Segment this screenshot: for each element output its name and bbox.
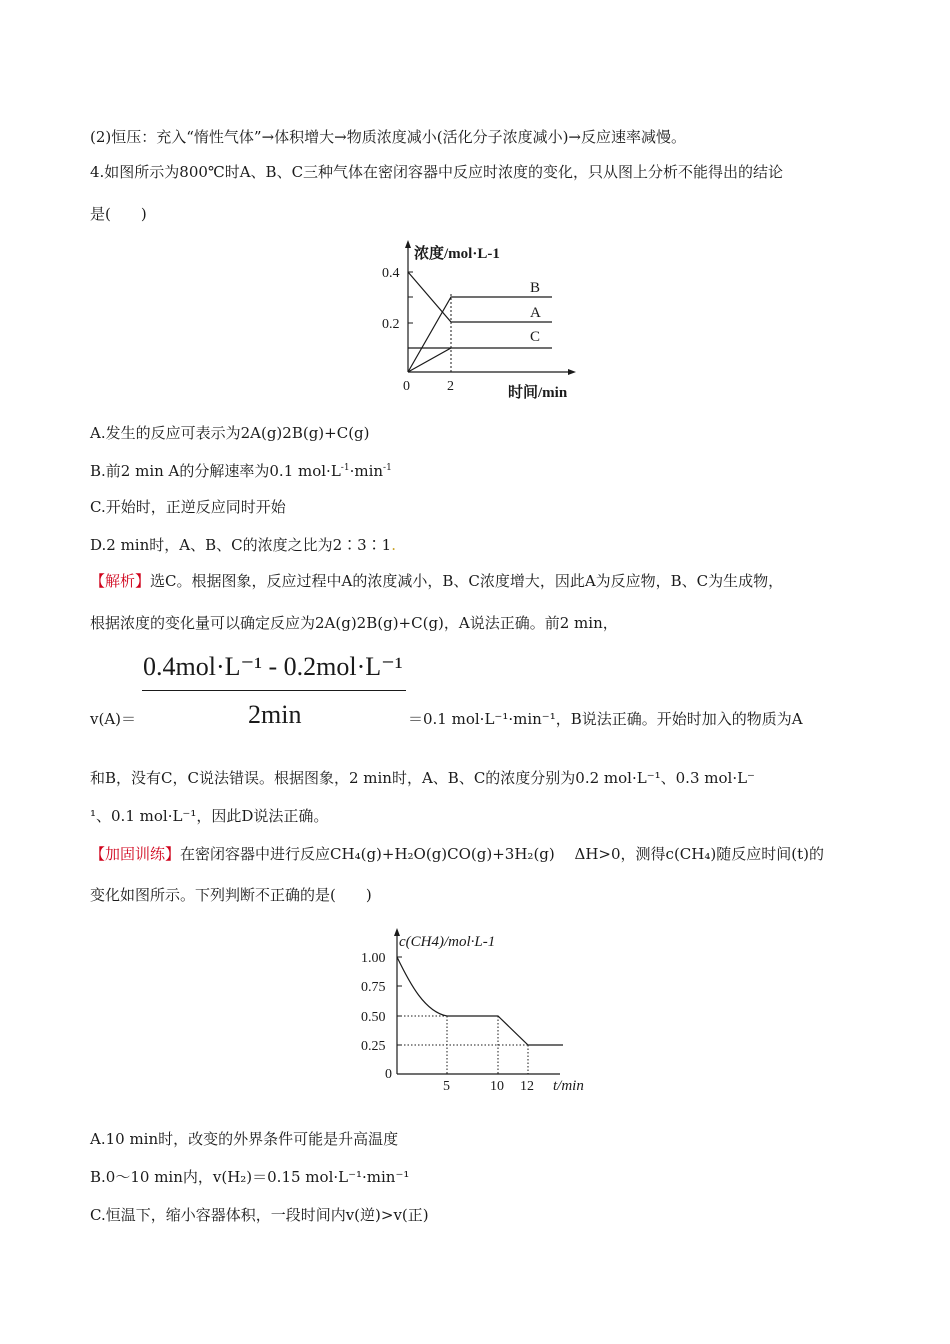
legend-A: A: [530, 305, 541, 321]
q2-option-C: C.恒温下，缩小容器体积，一段时间内v(逆)>v(正): [90, 1206, 429, 1224]
analysis-line-5: ¹、0.1 mol·L⁻¹，因此D说法正确。: [90, 807, 329, 825]
y-axis-label: c(CH4)/mol·L-1: [399, 934, 496, 950]
x-tick-2: 2: [447, 379, 454, 394]
x-tick-12: 12: [520, 1079, 534, 1094]
y-tick-0: 0: [385, 1067, 392, 1082]
fraction-numerator: 0.4mol·L⁻¹ - 0.2mol·L⁻¹: [143, 652, 403, 681]
fraction-denominator: 2min: [248, 700, 302, 729]
practice-line-1: 【加固训练】在密闭容器中进行反应CH₄(g)+H₂O(g)CO(g)+3H₂(g) ΔH>0，测得c(CH₄)随反应时间(t)的: [90, 845, 824, 863]
analysis-line-4: 和B，没有C，C说法错误。根据图象，2 min时，A、B、C的浓度分别为0.2 mol·L⁻¹、0.3 mol·L⁻: [90, 769, 755, 787]
chart-concentration-abc: [370, 236, 590, 406]
legend-C: C: [530, 329, 541, 345]
practice-line-2: 变化如图所示。下列判断不正确的是( ): [90, 886, 372, 904]
q2-option-B: B.0～10 min内，v(H₂)＝0.15 mol·L⁻¹·min⁻¹: [90, 1168, 410, 1186]
y-tick-1.00: 1.00: [361, 951, 386, 966]
x-tick-0: 0: [403, 379, 410, 394]
text-line-1: (2)恒压：充入“惰性气体”→体积增大→物质浓度减小(活化分子浓度减小)→反应速率减慢。: [90, 128, 686, 146]
option-C: C.开始时，正逆反应同时开始: [90, 498, 286, 516]
x-axis-label: t/min: [553, 1078, 584, 1094]
option-A: A.发生的反应可表示为2A(g)2B(g)+C(g): [90, 424, 370, 442]
analysis-line-1: 【解析】选C。根据图象，反应过程中A的浓度减小，B、C浓度增大，因此A为反应物，B、C为生成物，: [90, 572, 784, 590]
practice-tag: 【加固训练】: [90, 845, 181, 863]
y-axis-label: 浓度/mol·L-1: [414, 246, 500, 262]
x-axis-label: 时间/min: [508, 385, 568, 401]
vA-label: v(A)＝: [90, 710, 137, 728]
x-axis-arrow: [568, 369, 576, 375]
fraction-bar: [142, 690, 406, 691]
y-tick-0.50: 0.50: [361, 1010, 386, 1025]
chart-ch4-concentration: [355, 924, 600, 1104]
question-4-stem: 4.如图所示为800℃时A、B、C三种气体在密闭容器中反应时浓度的变化，只从图上分析不能得出的结论: [90, 163, 784, 181]
series-C-line-2: [408, 348, 552, 372]
y-tick-0.4: 0.4: [382, 266, 400, 281]
y-tick-0.25: 0.25: [361, 1039, 386, 1054]
vA-result: ＝0.1 mol·L⁻¹·min⁻¹，B说法正确。开始时加入的物质为A: [408, 710, 803, 728]
x-tick-5: 5: [443, 1079, 450, 1094]
option-B: B.前2 min A的分解速率为0.1 $mol\cdot L^{-1}\cdot\min^{-1}$: [90, 462, 392, 480]
option-D: D.2 min时，A、B、C的浓度之比为2∶3∶1.: [90, 536, 396, 554]
legend-B: B: [530, 280, 541, 296]
x-tick-10: 10: [490, 1079, 504, 1094]
y-axis-arrow: [405, 240, 411, 248]
series-CH4-line: [397, 957, 563, 1045]
analysis-tag: 【解析】: [90, 572, 151, 590]
y-tick-0.2: 0.2: [382, 317, 400, 332]
q2-option-A: A.10 min时，改变的外界条件可能是升高温度: [90, 1130, 399, 1148]
y-tick-0.75: 0.75: [361, 980, 386, 995]
analysis-line-2: 根据浓度的变化量可以确定反应为2A(g)2B(g)+C(g)，A说法正确。前2 min，: [90, 614, 618, 632]
question-4-stem-end: 是( ): [90, 205, 147, 223]
